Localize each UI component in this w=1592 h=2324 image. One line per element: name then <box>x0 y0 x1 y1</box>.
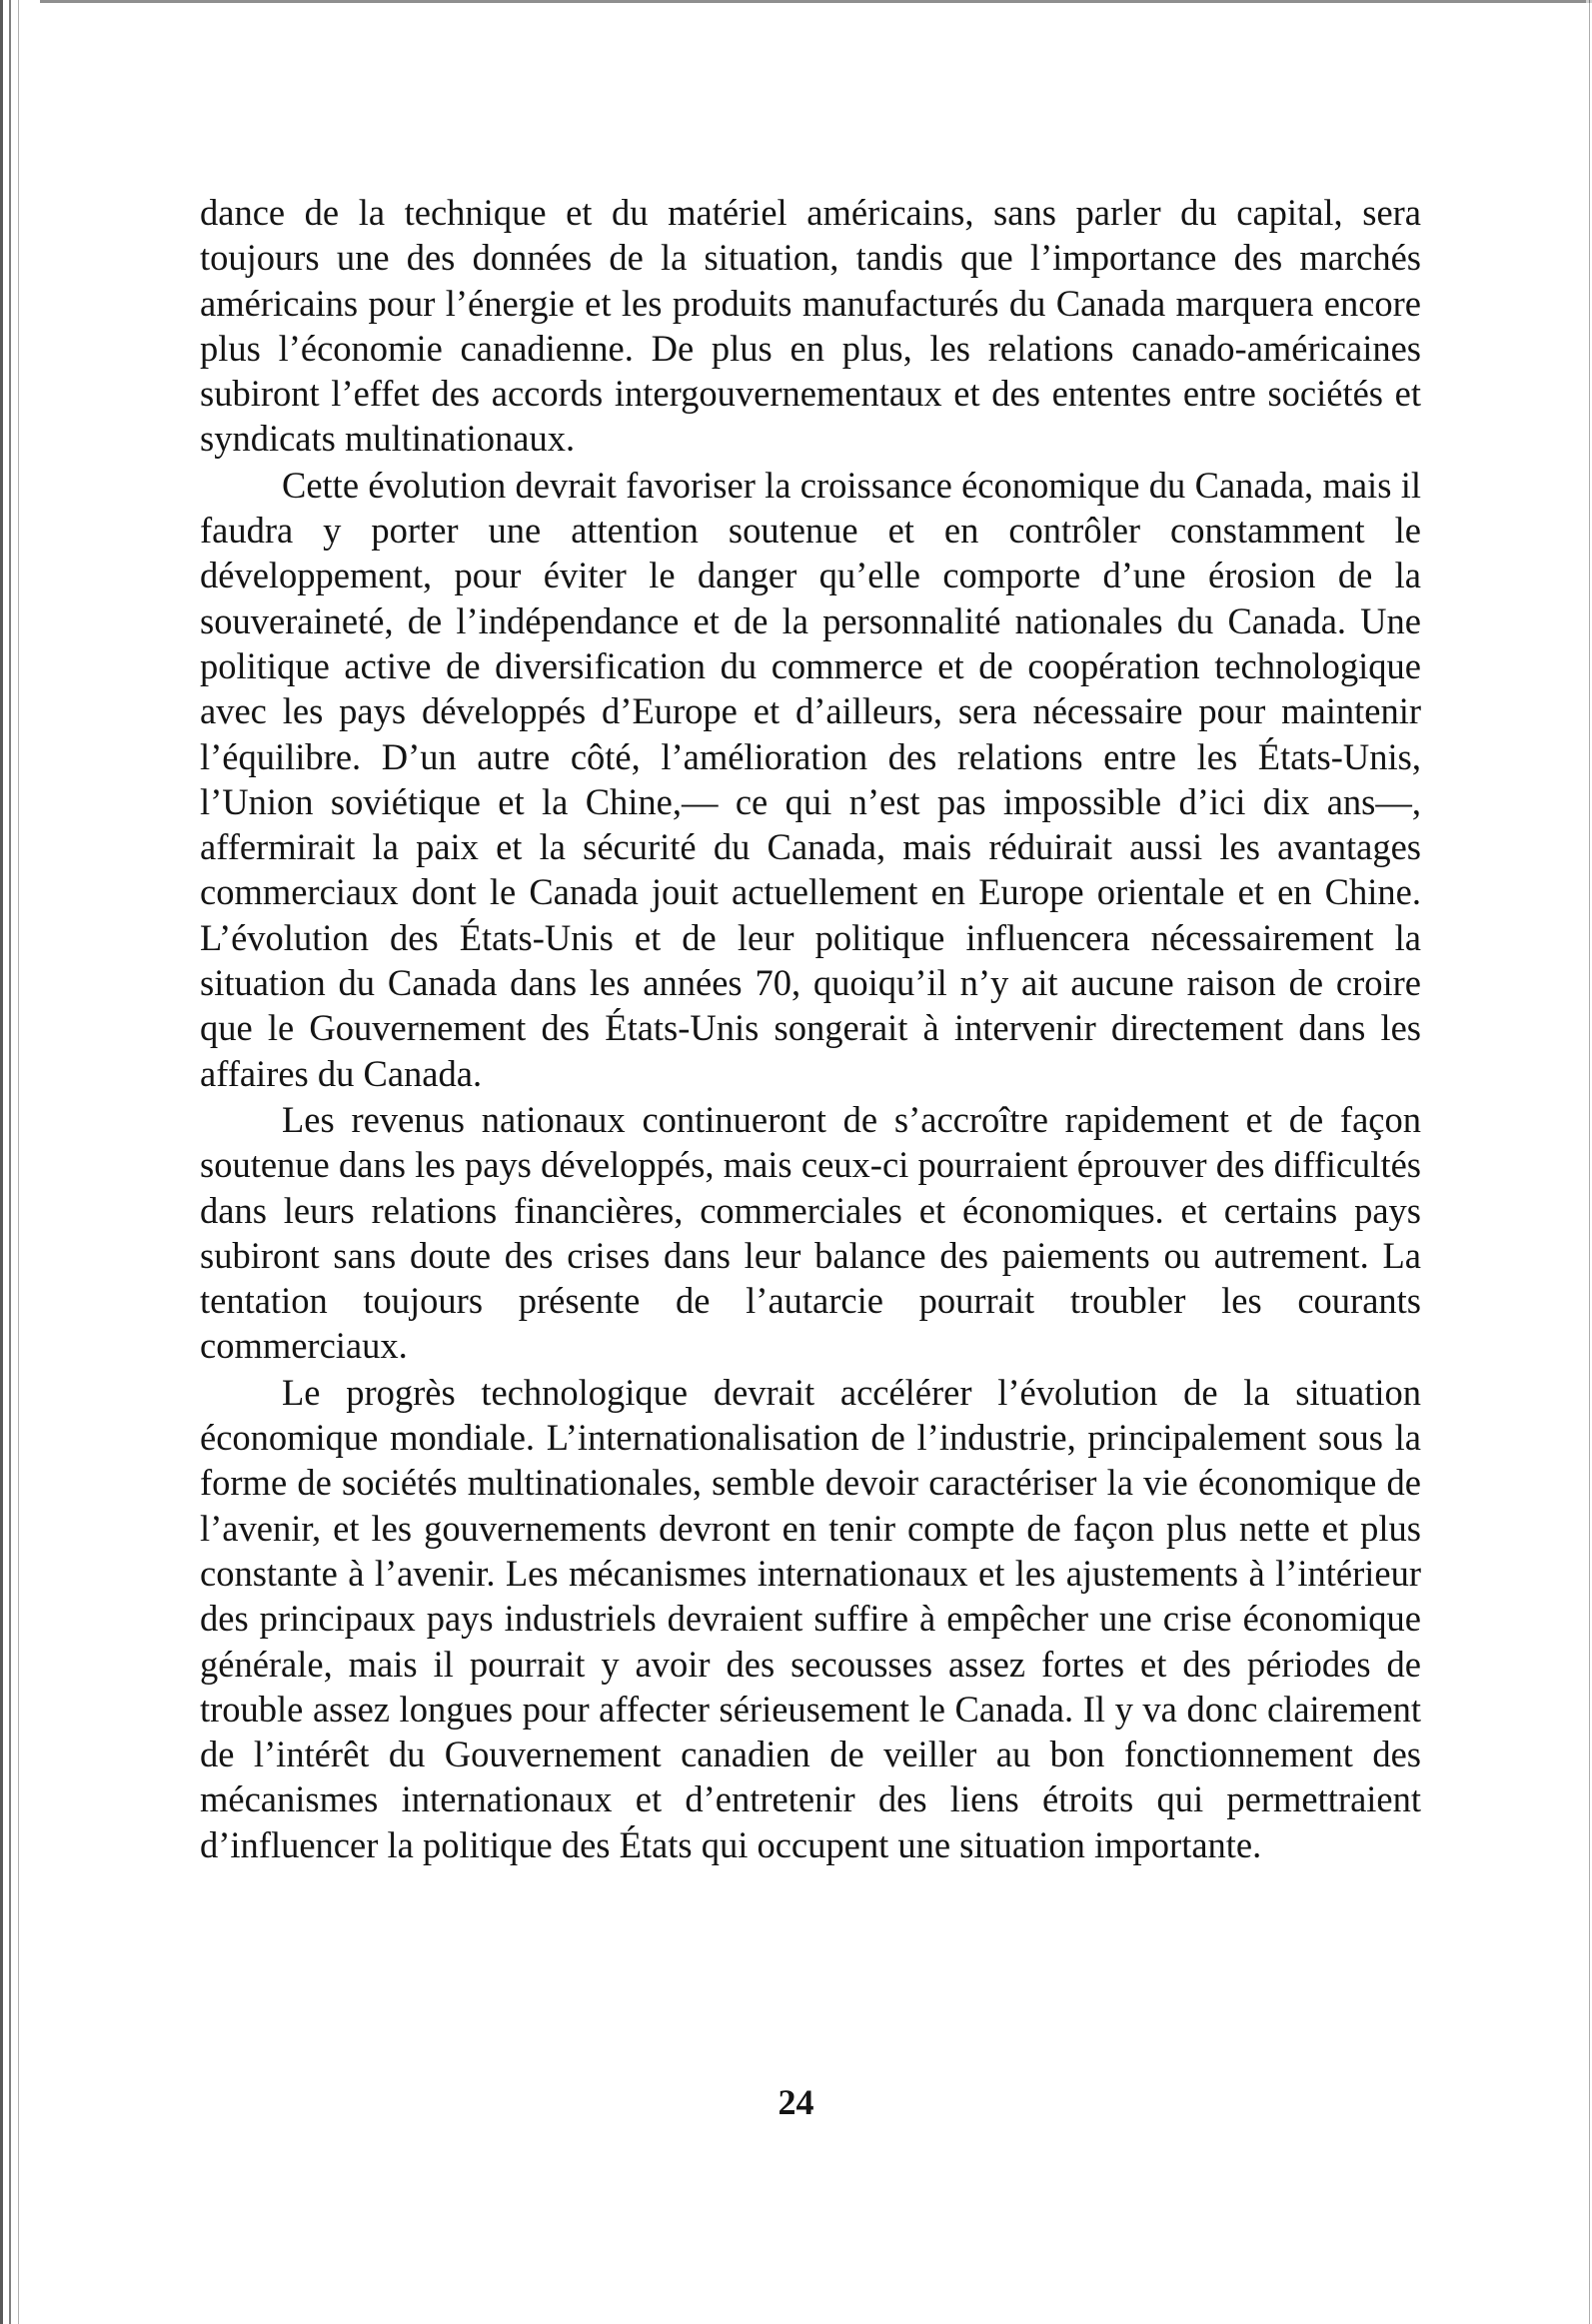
page-body <box>200 190 1421 1867</box>
paragraph-evolution: Cette évolution devrait favoriser la croissance économique du Canada, mais il faudra y porter une attention soutenue et en contrôler constamment le développement, pour éviter le danger qu’elle comporte d’une érosion de la souveraineté, de l’indépendance et de la personnalité nationales du Canada. Une politique active de diversification du commerce et de coopération technologique avec les pays développés d’Europe et d’ailleurs, sera nécessaire pour maintenir l’équilibre. D’un autre côté, l’amélioration des relations entre les États-Unis, l’Union soviétique et la Chine,— ce qui n’est pas impossible d’ici dix ans—, affermirait la paix et la sécurité du Canada, mais réduirait aussi les avantages commerciaux dont le Canada jouit actuellement en Europe orientale et en Chine. L’évolution des États-Unis et de leur politique influencera nécessairement la situation du Canada dans les années 70, quoiqu’il n’y ait aucune raison de croire que le Gouvernement des États-Unis songerait à intervenir directement dans les affaires du Canada. <box>200 464 1421 1094</box>
scan-right-edge <box>1586 0 1592 2324</box>
paragraph-technological-progress: Le progrès technologique devrait accélérer l’évolution de la situation économique mondiale. L’internationalisation de l’industrie, principalement sous la forme de sociétés multinationales, semble devoir caractériser la vie économique de l’avenir, et les gouvernements devront en tenir compte de façon plus nette et plus constante à l’avenir. Les mécanismes internationaux et les ajustements à l’intérieur des principaux pays industriels devraient suffire à empêcher une crise économique générale, mais il pourrait y avoir des secousses assez fortes et des périodes de trouble assez longues pour affecter sérieusement le Canada. Il y va donc clairement de l’intérêt du Gouvernement canadien de veiller au bon fonctionnement des mécanismes internationaux et d’entretenir des liens étroits qui permettraient d’influencer la politique des États qui occupent une situation importante. <box>200 1371 1421 1865</box>
scan-top-edge <box>40 0 1592 3</box>
scan-binding-edge <box>0 0 40 2324</box>
page-number: 24 <box>778 2082 814 2122</box>
paragraph-continuation: dance de la technique et du matériel américains, sans parler du capital, sera toujours une des données de la situation, tandis que l’importance des marchés américains pour l’énergie et les produits manufacturés du Canada marquera encore plus l’économie canadienne. De plus en plus, les relations canado-américaines subiront l’effet des accords intergouvernementaux et des ententes entre sociétés et syndicats multinationaux. <box>200 192 1421 460</box>
paragraph-national-income: Les revenus nationaux continueront de s’accroître rapidement et de façon soutenue dans les pays développés, mais ceux-ci pourraient éprouver des difficultés dans leurs relations financières, commerciales et économiques. et certains pays subiront sans doute des crises dans leur balance des paiements ou autrement. La tentation toujours présente de l’autarcie pourrait troubler les courants commerciaux. <box>200 1098 1421 1367</box>
